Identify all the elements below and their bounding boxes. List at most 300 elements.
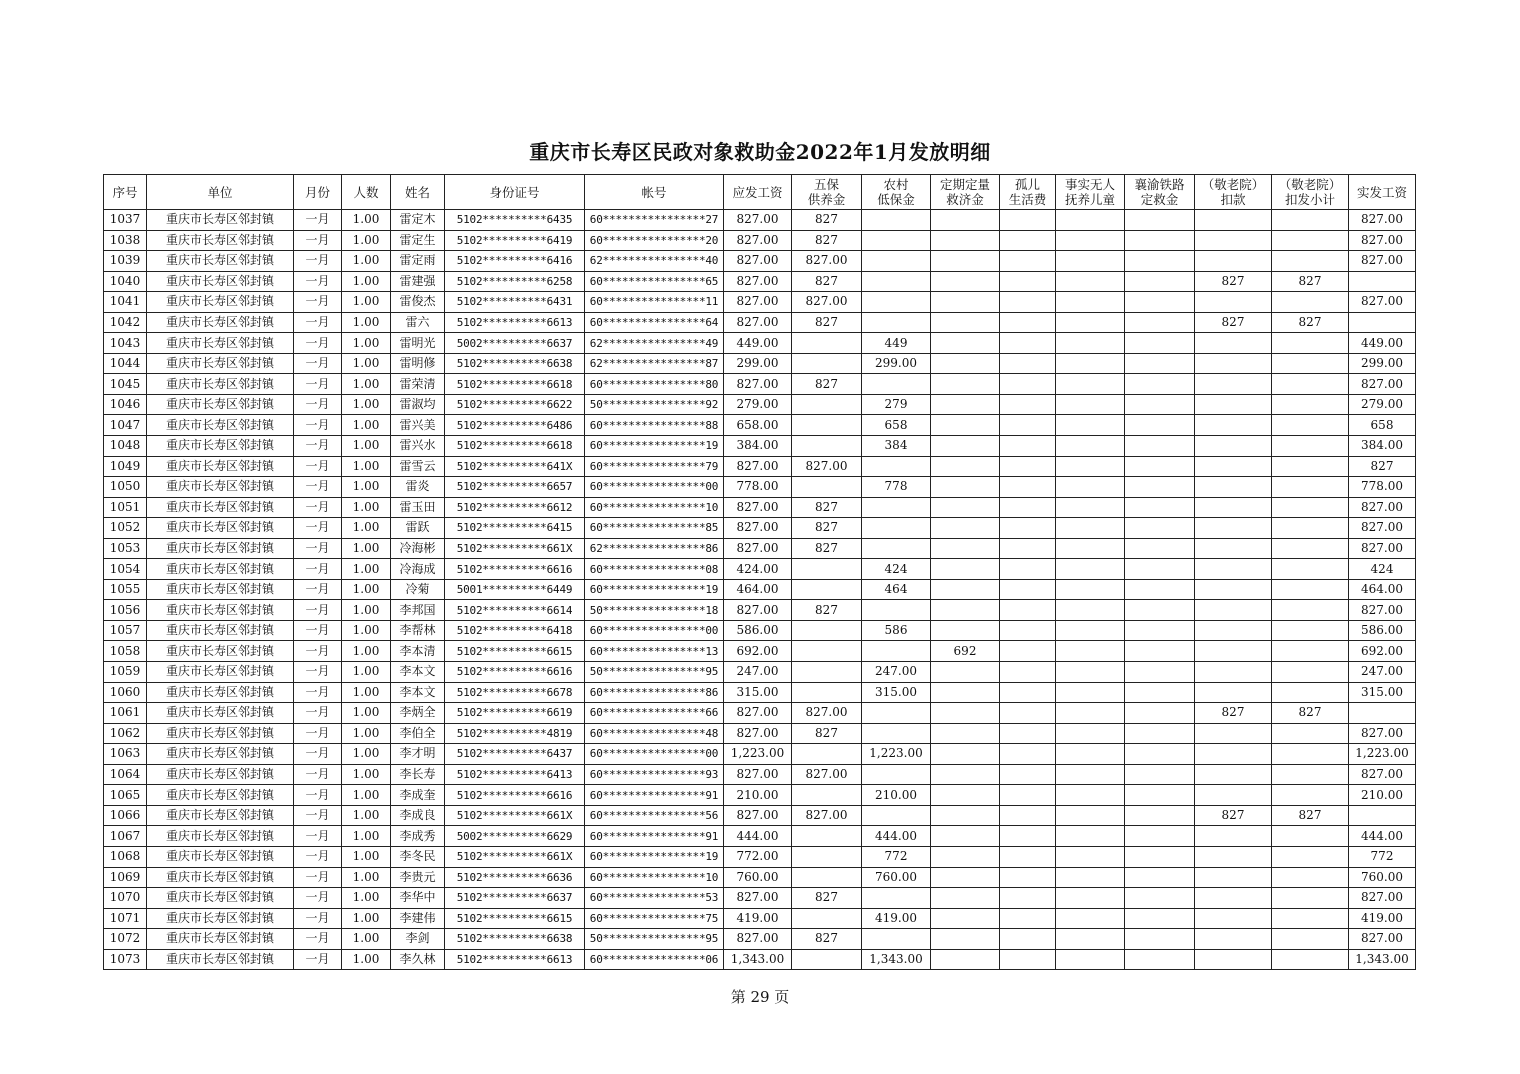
table-cell [1349, 805, 1416, 826]
table-cell [1195, 867, 1272, 888]
table-cell: 1064 [104, 764, 147, 785]
table-cell: 1.00 [342, 579, 391, 600]
table-cell: 1,223.00 [724, 744, 792, 765]
table-cell: 827.00 [1349, 929, 1416, 950]
table-cell: 一月 [294, 641, 342, 662]
table-cell: 一月 [294, 579, 342, 600]
table-cell: 827.00 [1349, 210, 1416, 231]
table-cell [931, 210, 1000, 231]
table-cell: 827.00 [724, 538, 792, 559]
table-cell: 李炳全 [391, 703, 445, 724]
table-cell [931, 846, 1000, 867]
table-cell: 827 [792, 374, 862, 395]
table-cell [1272, 394, 1349, 415]
table-cell: 1061 [104, 703, 147, 724]
table-cell [1195, 641, 1272, 662]
table-cell: 1,343.00 [724, 949, 792, 970]
table-cell: 827 [1195, 312, 1272, 333]
table-cell: 315.00 [862, 682, 931, 703]
table-cell: 1038 [104, 230, 147, 251]
table-cell: 60****************00 [585, 744, 724, 765]
table-cell [1272, 662, 1349, 683]
table-cell [1056, 374, 1125, 395]
table-cell: 827.00 [1349, 600, 1416, 621]
table-row [104, 292, 1416, 313]
table-cell: 重庆市长寿区邻封镇 [147, 436, 294, 457]
table-cell: 雷雪云 [391, 456, 445, 477]
table-row [104, 538, 1416, 559]
table-cell [931, 251, 1000, 272]
table-cell [931, 908, 1000, 929]
table-cell: 1047 [104, 415, 147, 436]
table-cell: 444.00 [862, 826, 931, 847]
table-cell: 1063 [104, 744, 147, 765]
column-header: 五保 供养金 [792, 175, 862, 210]
table-cell [931, 292, 1000, 313]
table-cell: 772.00 [724, 846, 792, 867]
table-cell [1272, 620, 1349, 641]
table-cell: 1049 [104, 456, 147, 477]
table-cell: 778.00 [1349, 477, 1416, 498]
table-cell: 5102**********6618 [445, 374, 585, 395]
table-cell: 827 [1272, 703, 1349, 724]
table-cell [1000, 929, 1056, 950]
table-cell: 重庆市长寿区邻封镇 [147, 805, 294, 826]
table-cell: 雷跃 [391, 518, 445, 539]
table-cell: 449.00 [724, 333, 792, 354]
table-cell: 772 [862, 846, 931, 867]
table-cell [931, 394, 1000, 415]
table-cell: 5102**********6638 [445, 929, 585, 950]
table-cell [931, 271, 1000, 292]
table-cell: 60****************85 [585, 518, 724, 539]
table-cell: 60****************56 [585, 805, 724, 826]
table-cell: 1.00 [342, 374, 391, 395]
table-cell: 5102**********6416 [445, 251, 585, 272]
table-cell [931, 497, 1000, 518]
table-cell [1000, 210, 1056, 231]
table-cell [931, 230, 1000, 251]
table-cell: 1.00 [342, 682, 391, 703]
table-cell [1125, 477, 1195, 498]
table-cell [1272, 785, 1349, 806]
table-cell: 827.00 [792, 292, 862, 313]
table-cell [1125, 579, 1195, 600]
table-cell: 5102**********661X [445, 846, 585, 867]
table-cell: 5102**********6435 [445, 210, 585, 231]
table-cell [1125, 764, 1195, 785]
table-cell [1000, 518, 1056, 539]
table-row [104, 415, 1416, 436]
table-cell: 一月 [294, 949, 342, 970]
table-cell [862, 497, 931, 518]
table-cell: 1,343.00 [862, 949, 931, 970]
table-cell: 一月 [294, 477, 342, 498]
table-cell: 1068 [104, 846, 147, 867]
table-cell: 1.00 [342, 559, 391, 580]
table-cell: 重庆市长寿区邻封镇 [147, 846, 294, 867]
table-cell [1195, 723, 1272, 744]
table-row [104, 394, 1416, 415]
column-header: 襄渝铁路 定救金 [1125, 175, 1195, 210]
table-cell: 李本文 [391, 682, 445, 703]
table-cell [862, 271, 931, 292]
table-cell: 60****************64 [585, 312, 724, 333]
table-cell [931, 559, 1000, 580]
table-cell [931, 805, 1000, 826]
table-cell [1125, 805, 1195, 826]
table-cell: 1054 [104, 559, 147, 580]
table-cell: 重庆市长寿区邻封镇 [147, 662, 294, 683]
table-row [104, 353, 1416, 374]
table-cell: 李华中 [391, 888, 445, 909]
table-cell [1195, 497, 1272, 518]
table-cell: 60****************08 [585, 559, 724, 580]
table-cell [862, 518, 931, 539]
page-title: 重庆市长寿区民政对象救助金2022年1月发放明细 [529, 140, 991, 164]
table-cell: 李建伟 [391, 908, 445, 929]
table-cell [792, 559, 862, 580]
table-cell: 827 [792, 271, 862, 292]
table-row [104, 518, 1416, 539]
table-cell [1056, 805, 1125, 826]
table-cell [1195, 620, 1272, 641]
table-cell: 一月 [294, 600, 342, 621]
table-cell [1272, 251, 1349, 272]
table-cell: 760.00 [862, 867, 931, 888]
table-cell: 1048 [104, 436, 147, 457]
table-row [104, 251, 1416, 272]
table-cell: 60****************27 [585, 210, 724, 231]
table-cell [1195, 518, 1272, 539]
table-cell: 247.00 [724, 662, 792, 683]
table-cell: 一月 [294, 415, 342, 436]
table-cell: 重庆市长寿区邻封镇 [147, 579, 294, 600]
table-cell: 827.00 [724, 805, 792, 826]
table-cell [862, 600, 931, 621]
table-cell [1272, 374, 1349, 395]
table-cell: 60****************48 [585, 723, 724, 744]
table-cell [1000, 497, 1056, 518]
table-cell: 5102**********6615 [445, 908, 585, 929]
table-cell [862, 888, 931, 909]
table-cell: 一月 [294, 518, 342, 539]
table-cell [1056, 662, 1125, 683]
table-cell: 1066 [104, 805, 147, 826]
table-row [104, 559, 1416, 580]
table-cell: 60****************10 [585, 867, 724, 888]
table-cell: 210.00 [862, 785, 931, 806]
table-cell: 760.00 [724, 867, 792, 888]
table-cell: 重庆市长寿区邻封镇 [147, 908, 294, 929]
table-cell [1125, 620, 1195, 641]
table-cell [931, 374, 1000, 395]
table-cell: 一月 [294, 230, 342, 251]
table-cell: 464 [862, 579, 931, 600]
table-cell: 5102**********6637 [445, 888, 585, 909]
table-cell [792, 579, 862, 600]
table-cell [1000, 805, 1056, 826]
table-cell [931, 312, 1000, 333]
table-header-row [104, 175, 1416, 210]
table-cell [1056, 497, 1125, 518]
table-cell: 重庆市长寿区邻封镇 [147, 292, 294, 313]
table-cell [1272, 292, 1349, 313]
table-cell: 重庆市长寿区邻封镇 [147, 353, 294, 374]
table-cell: 1.00 [342, 600, 391, 621]
table-cell: 1046 [104, 394, 147, 415]
table-cell: 1056 [104, 600, 147, 621]
table-row [104, 785, 1416, 806]
table-row [104, 600, 1416, 621]
table-cell: 一月 [294, 538, 342, 559]
table-cell: 827 [792, 538, 862, 559]
table-cell: 419.00 [724, 908, 792, 929]
table-cell: 5001**********6449 [445, 579, 585, 600]
table-cell: 5102**********6615 [445, 641, 585, 662]
table-cell [1056, 888, 1125, 909]
table-cell: 827.00 [1349, 723, 1416, 744]
table-cell [862, 805, 931, 826]
table-cell: 雷定雨 [391, 251, 445, 272]
table-cell: 一月 [294, 682, 342, 703]
table-row [104, 723, 1416, 744]
table-cell: 一月 [294, 271, 342, 292]
table-cell: 重庆市长寿区邻封镇 [147, 271, 294, 292]
table-cell [792, 744, 862, 765]
table-cell [1272, 477, 1349, 498]
table-cell: 1.00 [342, 271, 391, 292]
table-cell [1000, 538, 1056, 559]
table-cell [931, 723, 1000, 744]
table-cell [1272, 867, 1349, 888]
table-cell [792, 436, 862, 457]
table-cell [1056, 703, 1125, 724]
table-cell [1000, 949, 1056, 970]
table-cell [1125, 271, 1195, 292]
table-cell [1000, 867, 1056, 888]
table-cell: 1060 [104, 682, 147, 703]
table-cell: 827.00 [1349, 497, 1416, 518]
column-header: 单位 [147, 175, 294, 210]
table-cell: 1062 [104, 723, 147, 744]
table-cell [862, 764, 931, 785]
table-cell: 5102**********6613 [445, 949, 585, 970]
table-row [104, 929, 1416, 950]
table-cell [931, 929, 1000, 950]
table-cell: 5102**********6616 [445, 559, 585, 580]
table-cell [1000, 436, 1056, 457]
table-cell: 5102**********6486 [445, 415, 585, 436]
table-cell: 1051 [104, 497, 147, 518]
table-row [104, 805, 1416, 826]
table-row [104, 579, 1416, 600]
table-cell [1272, 456, 1349, 477]
table-cell [1000, 662, 1056, 683]
table-cell [1125, 846, 1195, 867]
table-cell [792, 826, 862, 847]
table-cell [1125, 703, 1195, 724]
table-cell: 5102**********6413 [445, 764, 585, 785]
table-cell: 5102**********6258 [445, 271, 585, 292]
table-cell [862, 456, 931, 477]
table-cell: 重庆市长寿区邻封镇 [147, 251, 294, 272]
table-cell: 827 [1195, 703, 1272, 724]
table-cell: 1065 [104, 785, 147, 806]
table-cell: 658 [1349, 415, 1416, 436]
table-cell [1056, 723, 1125, 744]
table-cell [1000, 251, 1056, 272]
table-cell: 444.00 [724, 826, 792, 847]
table-cell [931, 764, 1000, 785]
table-cell: 279.00 [1349, 394, 1416, 415]
table-cell: 1.00 [342, 826, 391, 847]
table-cell: 一月 [294, 785, 342, 806]
table-cell: 李伯全 [391, 723, 445, 744]
table-cell: 827.00 [724, 929, 792, 950]
table-cell: 5102**********6419 [445, 230, 585, 251]
table-cell: 1.00 [342, 867, 391, 888]
table-cell: 5102**********6437 [445, 744, 585, 765]
table-cell [931, 415, 1000, 436]
table-cell [1056, 929, 1125, 950]
page-number: 第 29 页 [730, 988, 790, 1006]
table-cell: 1053 [104, 538, 147, 559]
table-cell [1056, 620, 1125, 641]
table-cell: 772 [1349, 846, 1416, 867]
table-cell [1272, 682, 1349, 703]
table-cell [1272, 436, 1349, 457]
table-cell [1195, 230, 1272, 251]
table-cell [792, 949, 862, 970]
table-cell: 424 [1349, 559, 1416, 580]
table-cell: 一月 [294, 908, 342, 929]
table-cell [1195, 929, 1272, 950]
table-cell: 60****************53 [585, 888, 724, 909]
table-cell: 827.00 [724, 374, 792, 395]
table-cell [1000, 908, 1056, 929]
table-cell [1272, 333, 1349, 354]
table-cell: 60****************79 [585, 456, 724, 477]
table-cell: 雷荣清 [391, 374, 445, 395]
table-cell [862, 538, 931, 559]
table-cell [1195, 436, 1272, 457]
table-cell: 一月 [294, 805, 342, 826]
table-cell: 李冬民 [391, 846, 445, 867]
table-cell [862, 230, 931, 251]
table-cell: 重庆市长寿区邻封镇 [147, 764, 294, 785]
table-cell: 一月 [294, 456, 342, 477]
table-cell: 827.00 [1349, 230, 1416, 251]
table-cell: 60****************86 [585, 682, 724, 703]
table-cell [1125, 230, 1195, 251]
table-cell: 重庆市长寿区邻封镇 [147, 949, 294, 970]
table-cell [792, 662, 862, 683]
table-cell [1195, 292, 1272, 313]
table-cell: 692 [931, 641, 1000, 662]
column-header: 月份 [294, 175, 342, 210]
table-cell: 60****************88 [585, 415, 724, 436]
table-cell: 1.00 [342, 456, 391, 477]
table-cell [1125, 949, 1195, 970]
table-cell: 1050 [104, 477, 147, 498]
table-cell: 重庆市长寿区邻封镇 [147, 559, 294, 580]
table-cell: 1.00 [342, 620, 391, 641]
table-cell [792, 415, 862, 436]
table-cell: 重庆市长寿区邻封镇 [147, 723, 294, 744]
table-cell: 827.00 [724, 251, 792, 272]
column-header: （敬老院） 扣款 [1195, 175, 1272, 210]
table-cell: 60****************10 [585, 497, 724, 518]
table-cell: 一月 [294, 497, 342, 518]
table-cell: 一月 [294, 888, 342, 909]
table-cell [862, 251, 931, 272]
table-cell [1272, 888, 1349, 909]
table-cell: 1,223.00 [1349, 744, 1416, 765]
table-cell: 一月 [294, 333, 342, 354]
table-cell [1056, 210, 1125, 231]
table-row [104, 703, 1416, 724]
table-cell [1195, 744, 1272, 765]
table-cell [1125, 456, 1195, 477]
table-cell: 1.00 [342, 230, 391, 251]
table-cell: 760.00 [1349, 867, 1416, 888]
table-cell: 李本清 [391, 641, 445, 662]
table-cell: 一月 [294, 703, 342, 724]
column-header: 序号 [104, 175, 147, 210]
table-cell: 827 [1272, 805, 1349, 826]
table-cell: 60****************66 [585, 703, 724, 724]
table-cell [1000, 477, 1056, 498]
table-cell [931, 703, 1000, 724]
table-cell [931, 477, 1000, 498]
table-cell [1349, 312, 1416, 333]
table-cell [1272, 723, 1349, 744]
table-cell [1272, 826, 1349, 847]
table-cell: 827.00 [724, 764, 792, 785]
table-row [104, 867, 1416, 888]
table-cell: 279.00 [724, 394, 792, 415]
table-cell: 279 [862, 394, 931, 415]
table-cell [1125, 662, 1195, 683]
table-cell: 雷俊杰 [391, 292, 445, 313]
column-header: 农村 低保金 [862, 175, 931, 210]
table-cell [792, 785, 862, 806]
table-cell [1000, 703, 1056, 724]
table-cell: 雷六 [391, 312, 445, 333]
table-cell: 重庆市长寿区邻封镇 [147, 641, 294, 662]
table-cell: 827 [792, 312, 862, 333]
table-cell: 重庆市长寿区邻封镇 [147, 312, 294, 333]
table-cell: 重庆市长寿区邻封镇 [147, 785, 294, 806]
table-cell: 419.00 [1349, 908, 1416, 929]
table-cell: 419.00 [862, 908, 931, 929]
table-cell: 重庆市长寿区邻封镇 [147, 826, 294, 847]
table-cell [1056, 846, 1125, 867]
table-cell [1000, 559, 1056, 580]
table-cell: 444.00 [1349, 826, 1416, 847]
table-cell [1125, 497, 1195, 518]
table-cell: 464.00 [1349, 579, 1416, 600]
table-cell: 一月 [294, 744, 342, 765]
table-cell [1056, 292, 1125, 313]
table-cell: 827.00 [1349, 538, 1416, 559]
table-cell [1125, 929, 1195, 950]
table-cell: 重庆市长寿区邻封镇 [147, 394, 294, 415]
table-cell: 1.00 [342, 805, 391, 826]
table-cell: 1.00 [342, 210, 391, 231]
table-cell [931, 518, 1000, 539]
